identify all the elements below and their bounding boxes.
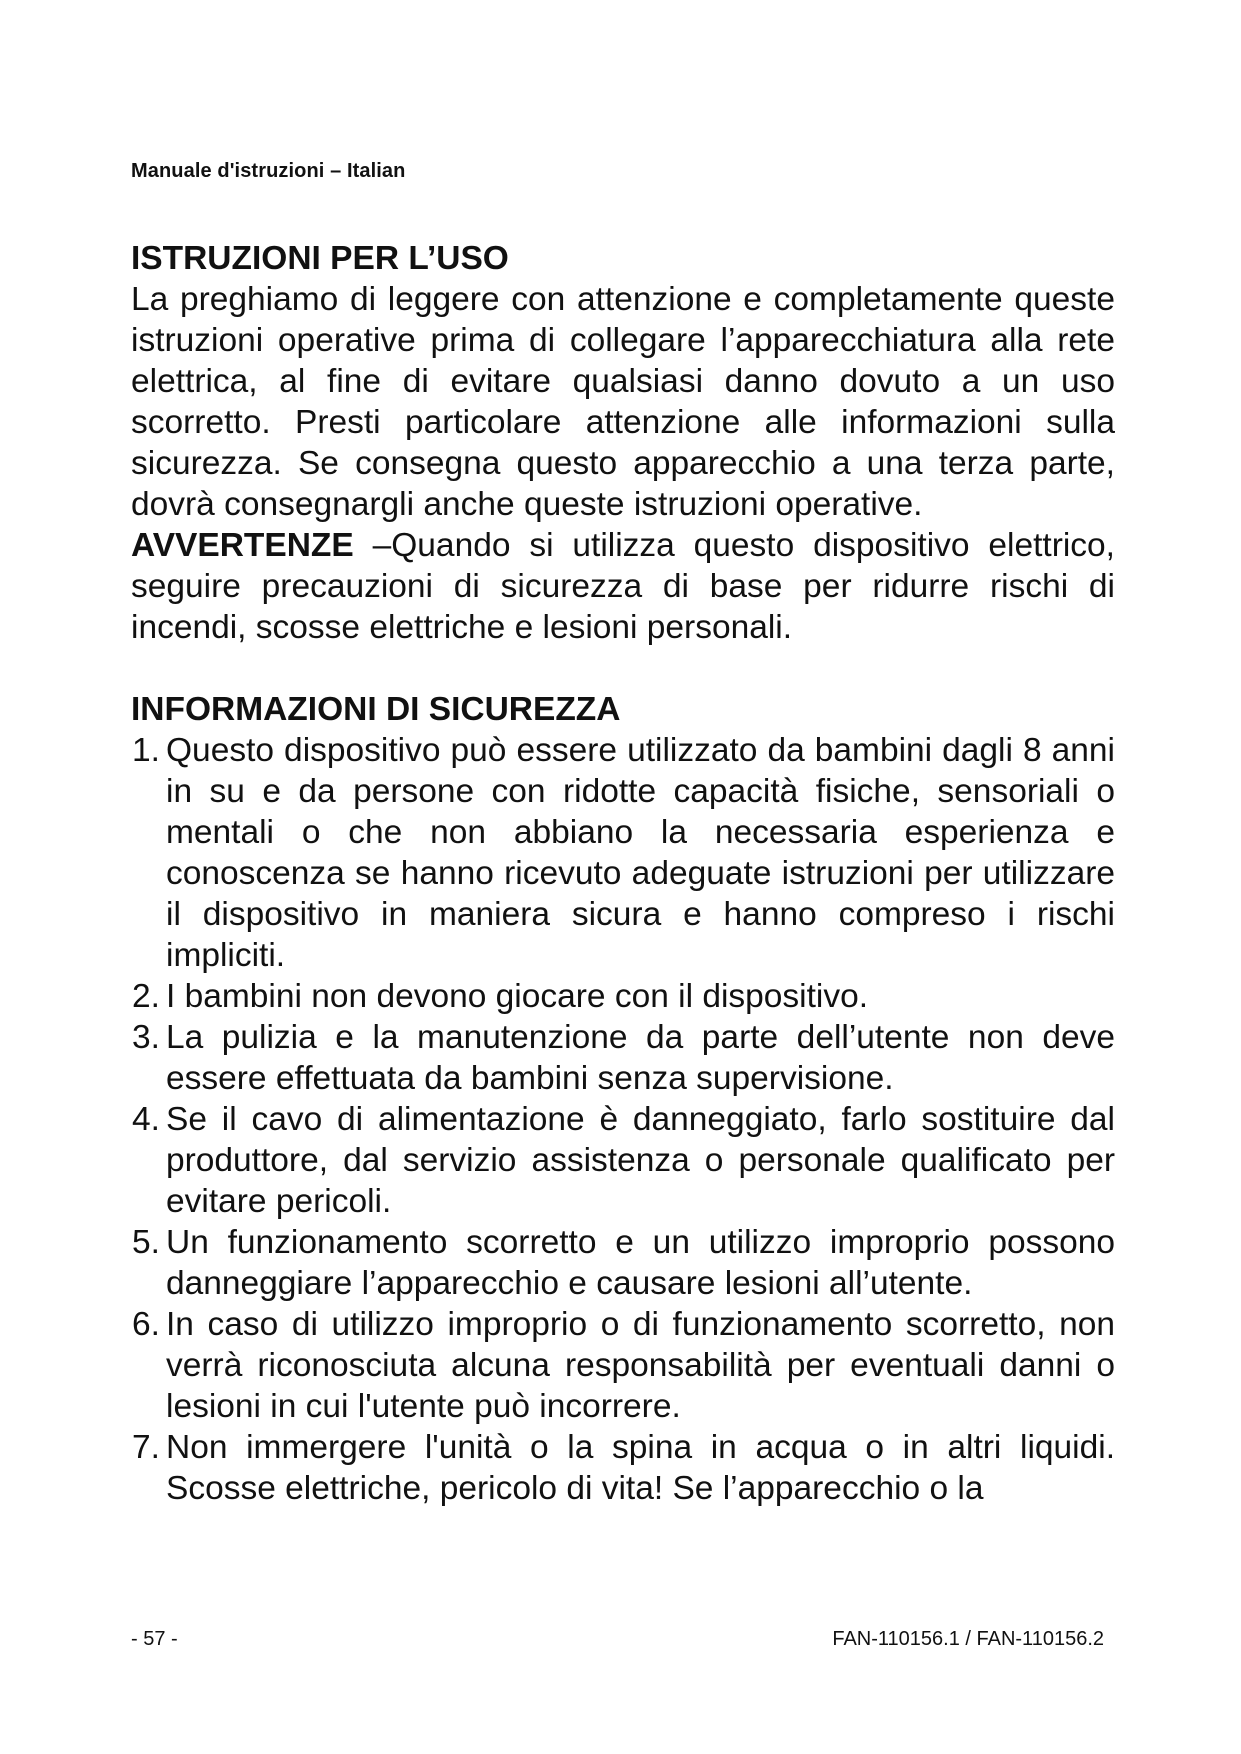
safety-item-text: Un funzionamento scorretto e un utilizzo improprio possono danneggiare l’apparecchio e causare lesioni all’utente. xyxy=(166,1224,1115,1302)
safety-item xyxy=(131,976,1115,1017)
safety-item xyxy=(131,1304,1115,1427)
safety-item-number: 6. xyxy=(132,1306,160,1343)
page-number: - 57 - xyxy=(131,1628,178,1650)
safety-item xyxy=(131,1099,1115,1222)
safety-item xyxy=(131,1017,1115,1099)
instructions-intro: La preghiamo di leggere con attenzione e completamente queste istruzioni operative prima di collegare l’apparecchiatura alla rete elettrica, al fine di evitare qualsiasi danno dovuto a un uso scorretto. Presti particolare attenzione alle informazioni sulla sicurezza. Se consegna questo apparecchio a una terza parte, dovrà consegnargli anche queste istruzioni operative. xyxy=(131,281,1115,523)
safety-list xyxy=(131,730,1115,1509)
safety-item xyxy=(131,1222,1115,1304)
warning-paragraph xyxy=(131,525,1115,648)
running-header: Manuale d'istruzioni – Italian xyxy=(131,160,406,182)
safety-item-text: I bambini non devono giocare con il dispositivo. xyxy=(166,978,869,1015)
section-spacer xyxy=(131,648,1115,689)
safety-item-number: 1. xyxy=(132,732,160,769)
safety-item-text: La pulizia e la manutenzione da parte dell’utente non deve essere effettuata da bambini senza supervisione. xyxy=(166,1019,1115,1097)
safety-item-text: Non immergere l'unità o la spina in acqua o in altri liquidi. Scosse elettriche, pericolo di vita! Se l’apparecchio o la xyxy=(166,1429,1115,1507)
safety-item-text: Se il cavo di alimentazione è danneggiato, farlo sostituire dal produttore, dal servizio assistenza o personale qualificato per evitare pericoli. xyxy=(166,1101,1115,1220)
safety-item-text: Questo dispositivo può essere utilizzato da bambini dagli 8 anni in su e da persone con ridotte capacità fisiche, sensoriali o mentali o che non abbiano la necessaria esperienza e conoscenza se hanno ricevuto adeguate istruzioni per utilizzare il dispositivo in maniera sicura e hanno compreso i rischi impliciti. xyxy=(166,732,1115,974)
model-numbers: FAN-110156.1 / FAN-110156.2 xyxy=(832,1628,1104,1650)
safety-item-number: 4. xyxy=(132,1101,160,1138)
instructions-heading: ISTRUZIONI PER L’USO xyxy=(131,240,509,277)
safety-item-number: 5. xyxy=(132,1224,160,1261)
safety-item-text: In caso di utilizzo improprio o di funzionamento scorretto, non verrà riconosciuta alcuna responsabilità per eventuali danni o lesioni in cui l'utente può incorrere. xyxy=(166,1306,1115,1425)
page-content xyxy=(131,238,1115,1509)
safety-item-number: 3. xyxy=(132,1019,160,1056)
warning-text: –Quando si utilizza questo dispositivo elettrico, seguire precauzioni di sicurezza di base per ridurre rischi di incendi, scosse elettriche e lesioni personali. xyxy=(131,527,1115,646)
safety-item-number: 2. xyxy=(132,978,160,1015)
warning-label: AVVERTENZE xyxy=(131,527,354,564)
safety-heading: INFORMAZIONI DI SICUREZZA xyxy=(131,691,621,728)
safety-item xyxy=(131,730,1115,976)
safety-item xyxy=(131,1427,1115,1509)
safety-item-number: 7. xyxy=(132,1429,160,1466)
